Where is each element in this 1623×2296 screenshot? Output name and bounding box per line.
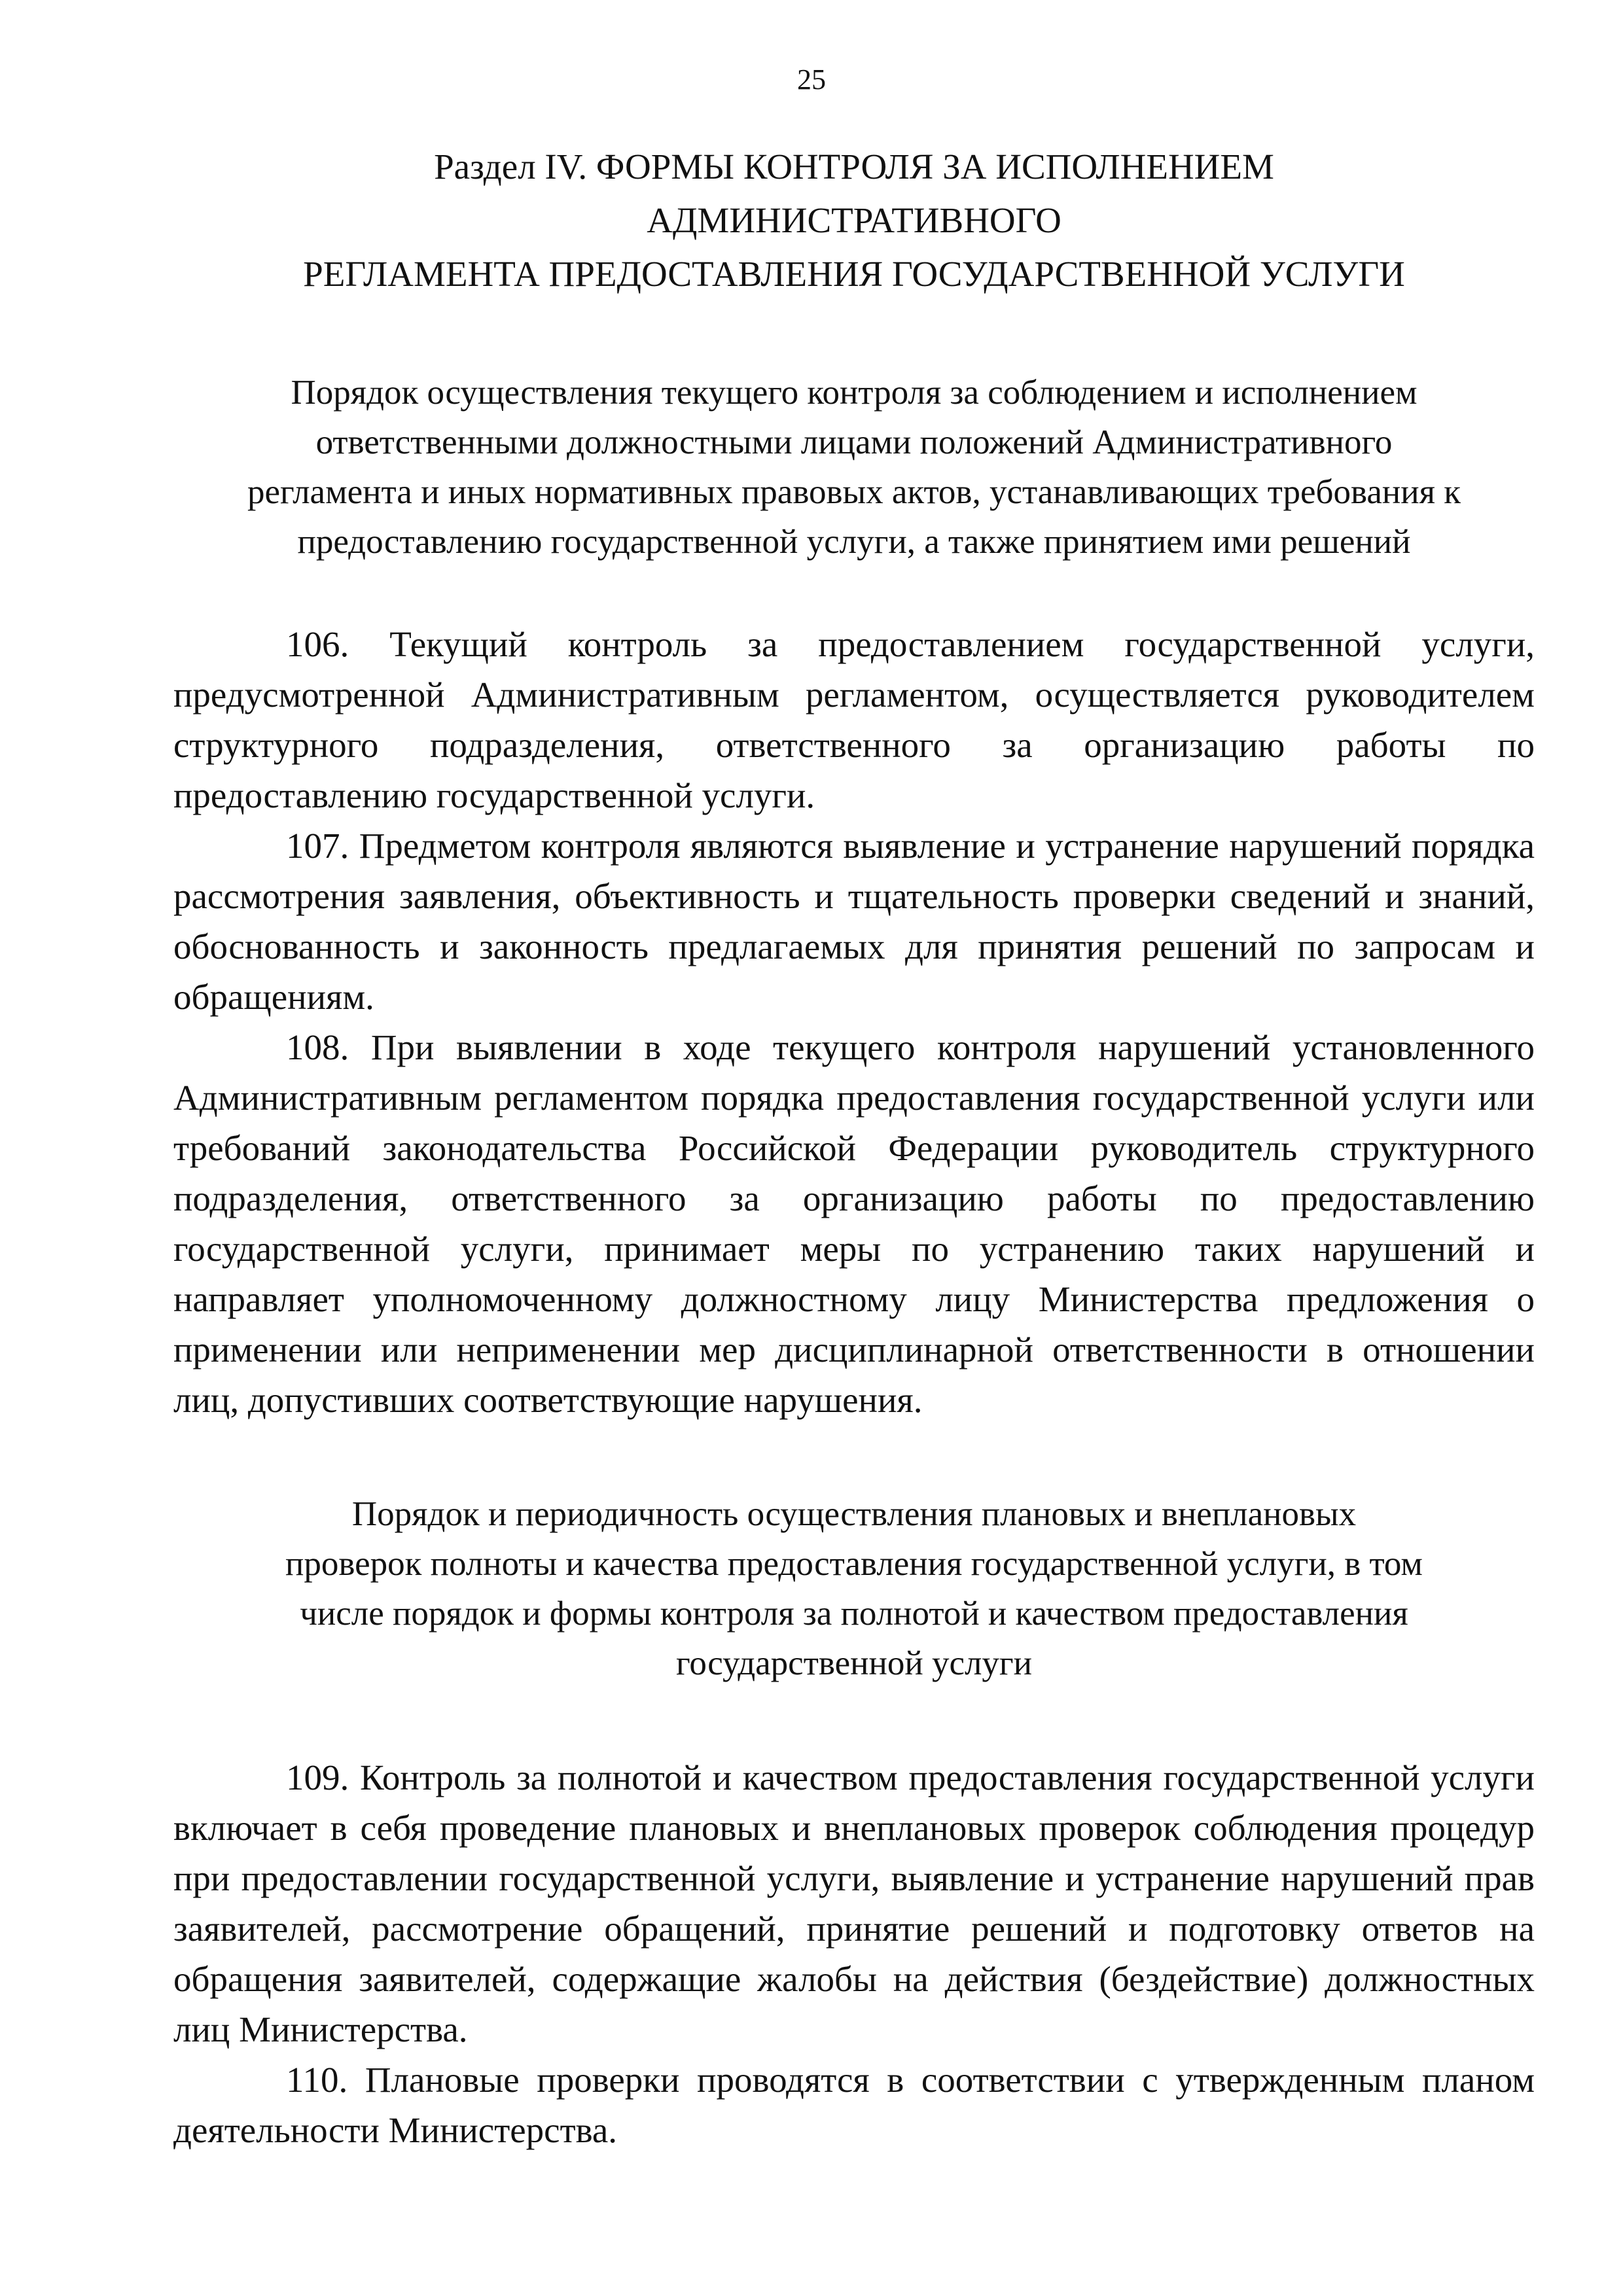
subheading-line: ответственными должностными лицами положений Административного bbox=[315, 423, 1393, 461]
subheading-line: Порядок и периодичность осуществления плановых и внеплановых bbox=[351, 1495, 1357, 1533]
subheading-line: числе порядок и формы контроля за полнотой и качеством предоставления bbox=[300, 1595, 1408, 1633]
paragraph-110: 110. Плановые проверки проводятся в соответствии с утвержденным планом деятельности Министерства. bbox=[173, 2060, 1535, 2150]
subheading-line: регламента и иных нормативных правовых актов, устанавливающих требования к bbox=[247, 473, 1461, 511]
page-number: 25 bbox=[797, 63, 826, 96]
section-title-line: РЕГЛАМЕНТА ПРЕДОСТАВЛЕНИЯ ГОСУДАРСТВЕННОЙ УСЛУГИ bbox=[303, 254, 1405, 294]
section-title-line: АДМИНИСТРАТИВНОГО bbox=[647, 200, 1061, 240]
page-content bbox=[173, 140, 1535, 2155]
paragraph-109: 109. Контроль за полнотой и качеством предоставления государственной услуги включает в себя проведение плановых и внеплановых проверок соблюдения процедур при предоставлении государственной услуги, выявление и устранение нарушений прав заявителей, рассмотрение обращений, принятие решений и подготовку ответов на обращения заявителей, содержащие жалобы на действия (бездействие) должностных лиц Министерства. bbox=[173, 1757, 1535, 2049]
paragraph-108: 108. При выявлении в ходе текущего контроля нарушений установленного Административным регламентом порядка предоставления государственной услуги или требований законодательства Российской Федерации руководитель структурного подразделения, ответственного за организацию работы по предоставлению государственной услуги, принимает меры по устранению таких нарушений и направляет уполномоченному должностному лицу Министерства предложения о применении или неприменении мер дисциплинарной ответственности в отношении лиц, допустивших соответствующие нарушения. bbox=[173, 1027, 1535, 1420]
subheading-line: проверок полноты и качества предоставления государственной услуги, в том bbox=[285, 1545, 1423, 1583]
section-title bbox=[173, 140, 1535, 301]
subheading-line: Порядок осуществления текущего контроля за соблюдением и исполнением bbox=[291, 374, 1418, 412]
subheading-line: государственной услуги bbox=[675, 1644, 1033, 1682]
section-title-line: Раздел IV. ФОРМЫ КОНТРОЛЯ ЗА ИСПОЛНЕНИЕМ bbox=[434, 147, 1274, 186]
subheading-inspections bbox=[173, 1489, 1535, 1688]
paragraph-106: 106. Текущий контроль за предоставлением государственной услуги, предусмотренной Административным регламентом, осуществляется руководителем структурного подразделения, ответственного за организацию работы по предоставлению государственной услуги. bbox=[173, 624, 1535, 815]
subheading-line: предоставлению государственной услуги, а также принятием ими решений bbox=[297, 523, 1411, 561]
paragraph-107: 107. Предметом контроля являются выявление и устранение нарушений порядка рассмотрения заявления, объективность и тщательность проверки сведений и знаний, обоснованность и законность предлагаемых для принятия решений по запросам и обращениям. bbox=[173, 826, 1535, 1017]
subheading-current-control bbox=[173, 368, 1535, 567]
